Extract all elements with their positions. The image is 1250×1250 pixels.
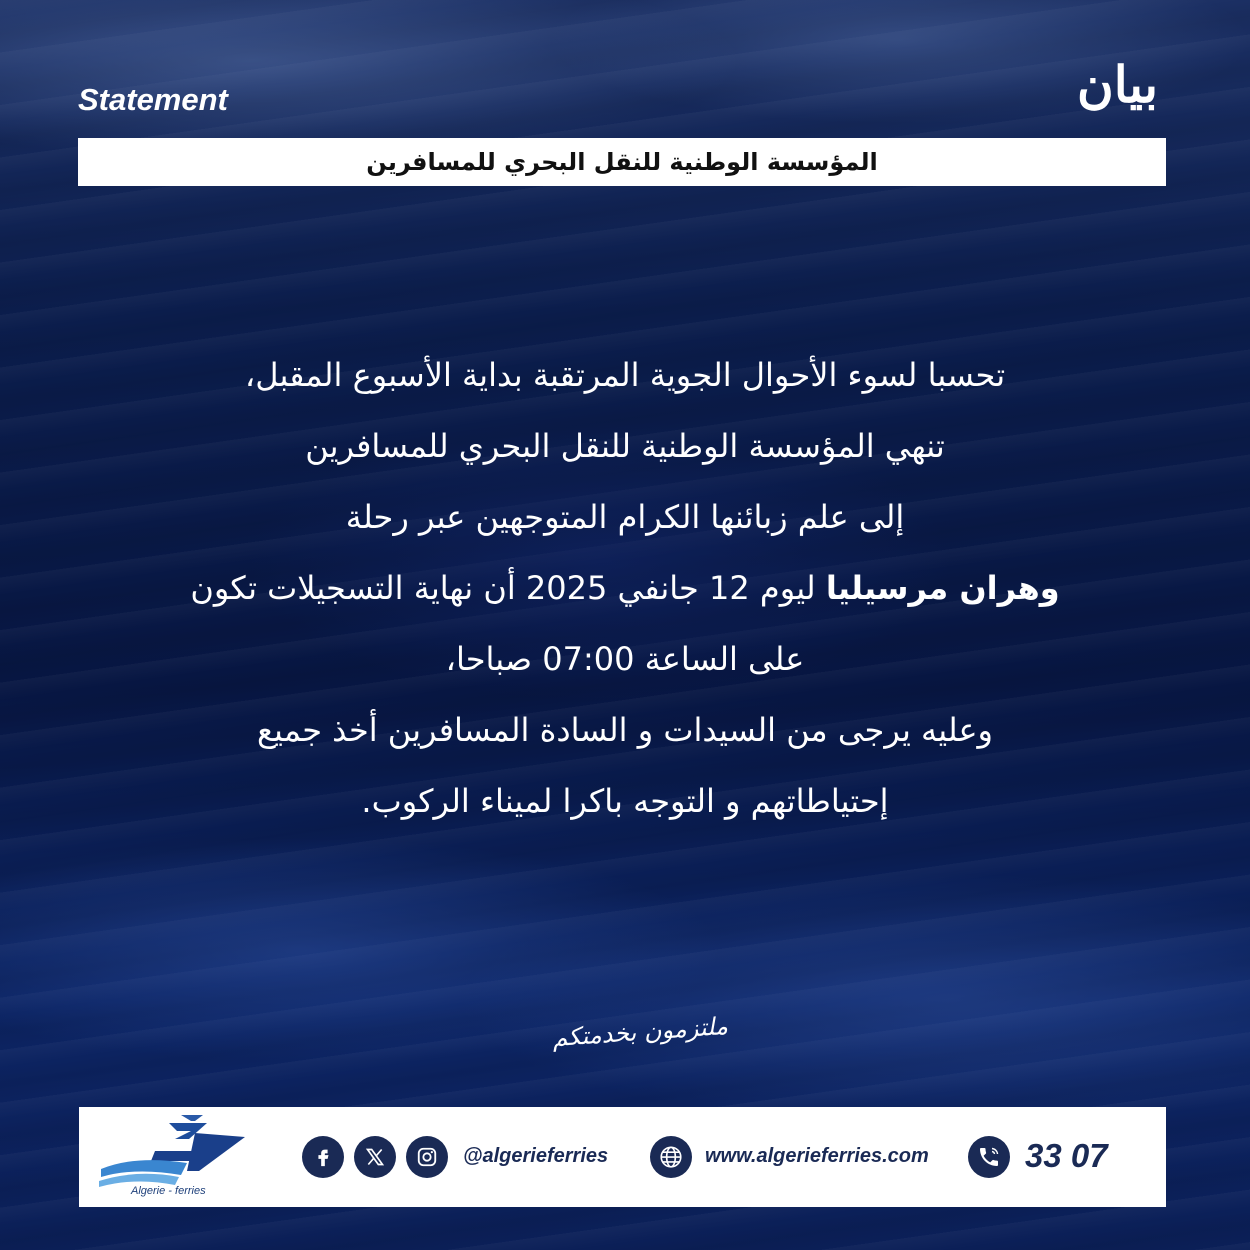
- logo-text: Algerie - ferries: [131, 1185, 206, 1197]
- organization-banner: [78, 138, 1166, 186]
- website-link[interactable]: www.algerieferries.com: [705, 1145, 929, 1167]
- footer-bar: [79, 1107, 1166, 1207]
- announcement-line: [100, 558, 1150, 629]
- organization-name: المؤسسة الوطنية للنقل البحري للمسافرين: [366, 148, 878, 176]
- phone-number[interactable]: 33 07: [1025, 1137, 1108, 1174]
- x-icon[interactable]: [354, 1136, 396, 1178]
- announcement-line-rest: ليوم 12 جانفي 2025 أن نهاية التسجيلات تكون: [190, 569, 826, 607]
- announcement-line: إلى علم زبائنها الكرام المتوجهين عبر رحلة: [345, 498, 905, 536]
- facebook-icon[interactable]: [302, 1136, 344, 1178]
- announcement-line: إحتياطاتهم و التوجه باكرا لميناء الركوب.: [361, 782, 889, 820]
- route-name: وهران مرسيليا: [825, 569, 1060, 607]
- statement-title-en: Statement: [78, 82, 228, 117]
- announcement-body: [100, 345, 1150, 842]
- instagram-icon[interactable]: [406, 1136, 448, 1178]
- statement-title-ar: بيان: [1077, 55, 1158, 114]
- announcement-line: وعليه يرجى من السيدات و السادة المسافرين أخذ جميع: [257, 711, 993, 749]
- announcement-line: على الساعة 07:00 صباحا،: [445, 640, 805, 678]
- announcement-line: تنهي المؤسسة الوطنية للنقل البحري للمسافرين: [305, 427, 945, 465]
- phone-icon: [968, 1136, 1010, 1178]
- announcement-line: تحسبا لسوء الأحوال الجوية المرتقبة بداية الأسبوع المقبل،: [244, 356, 1006, 394]
- signature-slogan: ملتزمون بخدمتكم: [551, 1011, 729, 1053]
- globe-icon: [650, 1136, 692, 1178]
- social-handle[interactable]: @algerieferries: [463, 1145, 609, 1167]
